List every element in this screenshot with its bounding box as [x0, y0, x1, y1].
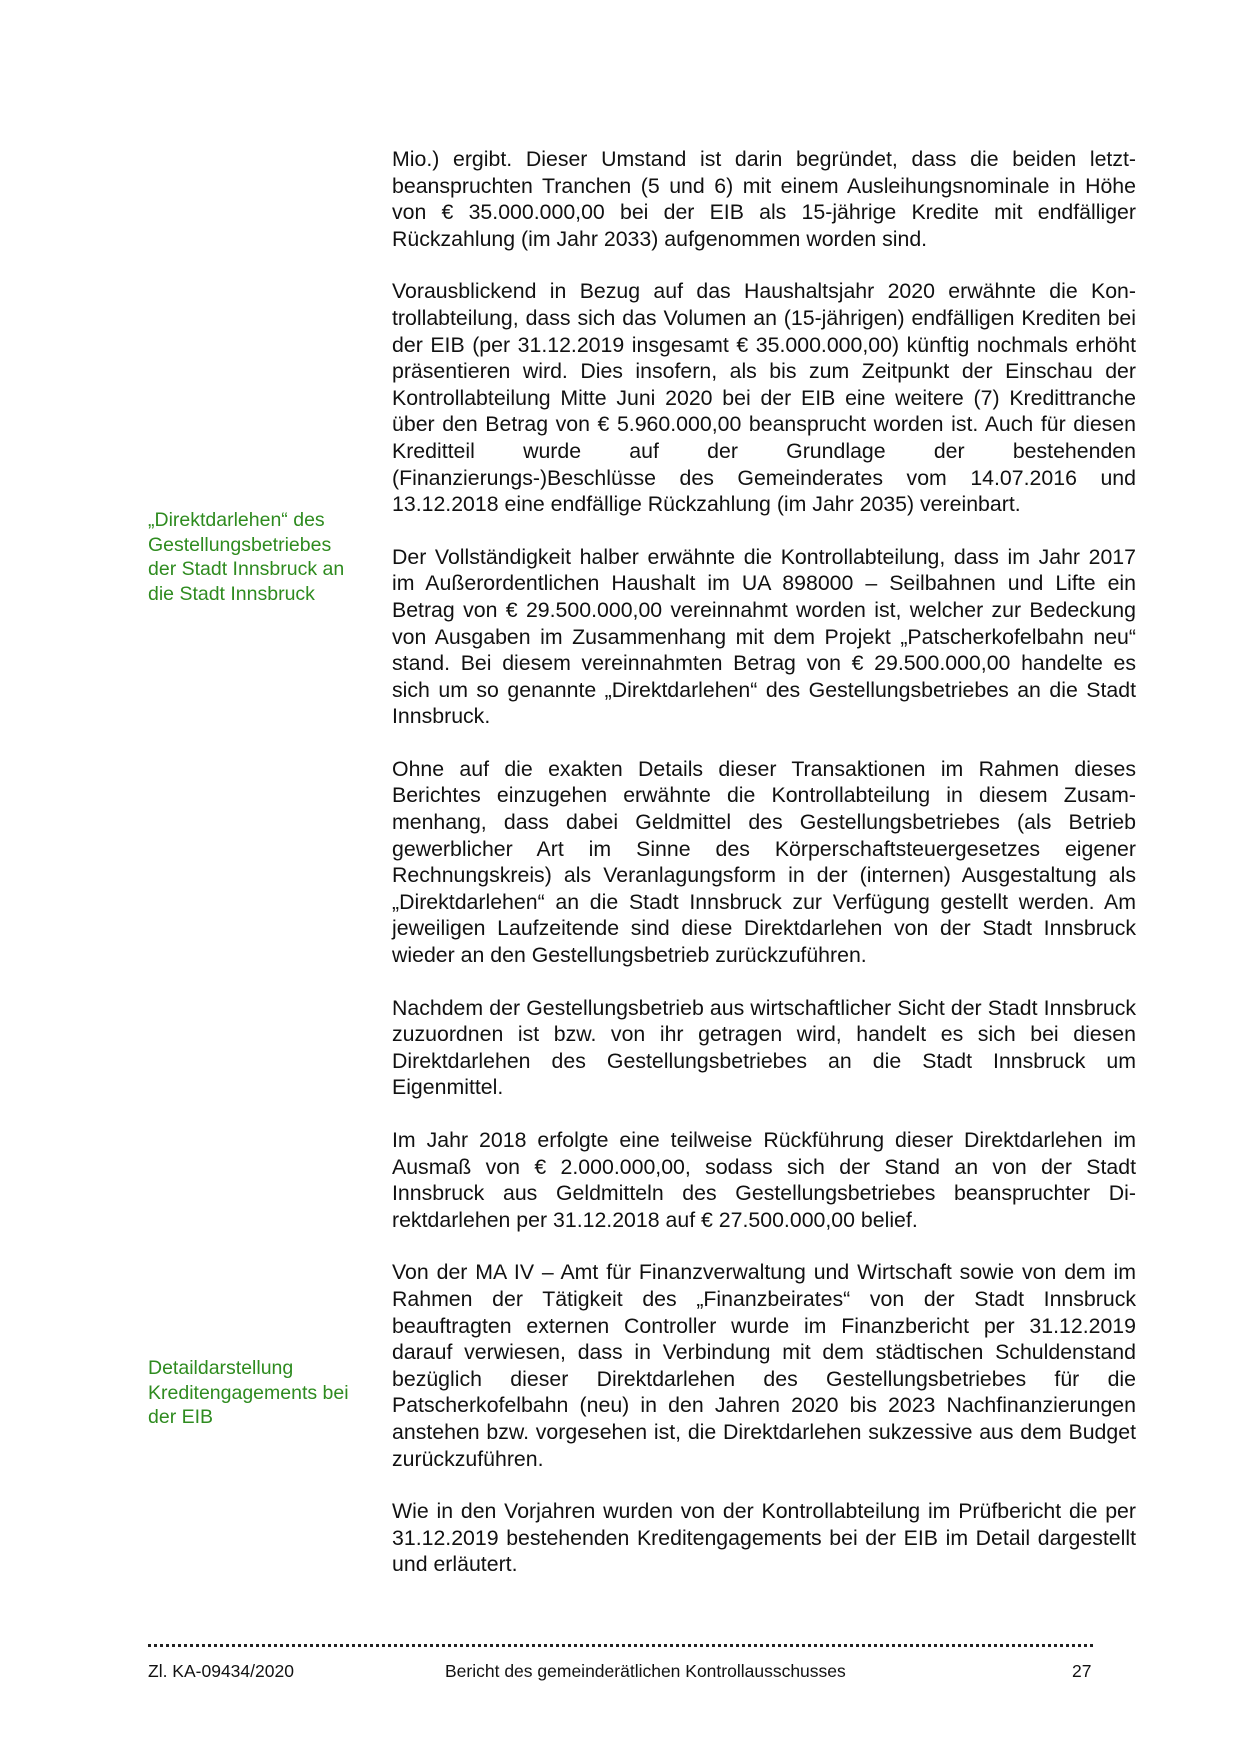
- paragraph-finanzbericht: Von der MA IV – Amt für Finanzverwaltung und Wirtschaft sowie von dem im Rahmen der Tätigkeit des „Finanzbeirates“ von der Stadt Innsbruck beauftragten externen Controller wurde im Finanzbericht per 31.12.2019 darauf verwiesen, dass in Verbindung mit dem städtischen Schuldenstand bezüglich dieser Direktdarlehen des Gestellungsbetriebes für die Patscherkofelbahn (neu) in den Jahren 2020 bis 2023 Nachfinanzierungen anstehen bzw. vorgesehen ist, die Direktdarlehen sukzessive aus dem Budget zurückzuführen.: [392, 1260, 1136, 1471]
- paragraph-vorausblickend: Vorausblickend in Bezug auf das Haushaltsjahr 2020 erwähnte die Kontrollabteilung, dass sich das Volumen an (15-jährigen) endfälligen Krediten bei der EIB (per 31.12.2019 insgesamt € 35.000.000,00) künftig nochmals erhöht präsentieren wird. Dies insofern, als bis zum Zeitpunkt der Einschau der Kontrollabteilung Mitte Juni 2020 bei der EIB eine weitere (7) Kredittranche über den Betrag von € 5.960.000,00 beansprucht worden ist. Auch für diesen Kreditteil wurde auf der Grundlage der bestehenden (Finanzierungs-)Beschlüsse des Gemeinderates vom 14.07.2016 und 13.12.2018 eine endfällige Rückzahlung (im Jahr 2035) vereinbart.: [392, 279, 1136, 517]
- footer-divider: [148, 1644, 1093, 1647]
- footer-title: Bericht des gemeinderätlichen Kontrollausschusses: [445, 1661, 846, 1681]
- margin-note-line: die Stadt Innsbruck: [148, 582, 315, 605]
- margin-note-line: der EIB: [148, 1406, 214, 1428]
- margin-note-detaildarstellung: [148, 1356, 366, 1430]
- paragraph-eigenmittel: Nachdem der Gestellungsbetrieb aus wirtschaftlicher Sicht der Stadt Innsbruck zuzuordnen ist bzw. von ihr getragen wird, handelt es sich bei diesen Direktdarlehen des Gestellungsbetriebes an die Stadt Innsbruck um Eigenmittel.: [392, 995, 1136, 1100]
- page-number: 27: [1072, 1661, 1092, 1681]
- body-text: [392, 146, 1136, 1604]
- paragraph-tranchen: Mio.) ergibt. Dieser Umstand ist darin begründet, dass die beiden letztbeanspruchten Tranchen (5 und 6) mit einem Ausleihungsnominale in Höhe von € 35.000.000,00 bei der EIB als 15-jährige Kredite mit endfälliger Rückzahlung (im Jahr 2033) aufgenommen worden sind.: [392, 147, 1136, 251]
- paragraph-vollstaendigkeit: Der Vollständigkeit halber erwähnte die Kontrollabteilung, dass im Jahr 2017 im Außerordentlichen Haushalt im UA 898000 – Seilbahnen und Lifte ein Betrag von € 29.500.000,00 vereinnahmt worden ist, welcher zur Bedeckung von Ausgaben im Zusammenhang mit dem Projekt „Patscherkofelbahn neu“ stand. Bei diesem vereinnahmten Betrag von € 29.500.000,00 handelte es sich um so genannte „Direktdarlehen“ des Gestellungsbetriebes an die Stadt Innsbruck.: [392, 544, 1136, 729]
- paragraph-rueckfuehrung: Im Jahr 2018 erfolgte eine teilweise Rückführung dieser Direktdarlehen im Ausmaß von € 2.000.000,00, sodass sich der Stand an von der Stadt Innsbruck aus Geldmitteln des Gestellungsbetriebes beanspruchter Direktdarlehen per 31.12.2018 auf € 27.500.000,00 belief.: [392, 1128, 1136, 1232]
- margin-note-line: Gestellungsbetriebes: [148, 533, 332, 556]
- margin-note-direktdarlehen: [148, 508, 366, 606]
- margin-note-line: „Direktdarlehen“ des: [148, 509, 325, 531]
- margin-note-line: Kreditengagements bei: [148, 1381, 349, 1404]
- paragraph-transaktionen: Ohne auf die exakten Details dieser Transaktionen im Rahmen dieses Berichtes einzugehen erwähnte die Kontrollabteilung in diesem Zusammenhang, dass dabei Geldmittel des Gestellungsbetriebes (als Betrieb gewerblicher Art im Sinne des Körperschaftsteuergesetzes eigener Rechnungskreis) als Veranlagungsform in der (internen) Ausgestaltung als „Direktdarlehen“ an die Stadt Innsbruck zur Verfügung gestellt werden. Am jeweiligen Laufzeitende sind diese Direktdarlehen von der Stadt Innsbruck wieder an den Gestellungsbetrieb zurückzuführen.: [392, 756, 1136, 968]
- margin-note-line: der Stadt Innsbruck an: [148, 558, 345, 580]
- margin-note-line: Detaildarstellung: [148, 1357, 294, 1379]
- paragraph-vorjahre: Wie in den Vorjahren wurden von der Kontrollabteilung im Prüfbericht die per 31.12.2019 bestehenden Kreditengagements bei der EIB im Detail dargestellt und erläutert.: [392, 1499, 1136, 1577]
- footer-reference: Zl. KA-09434/2020: [148, 1661, 294, 1681]
